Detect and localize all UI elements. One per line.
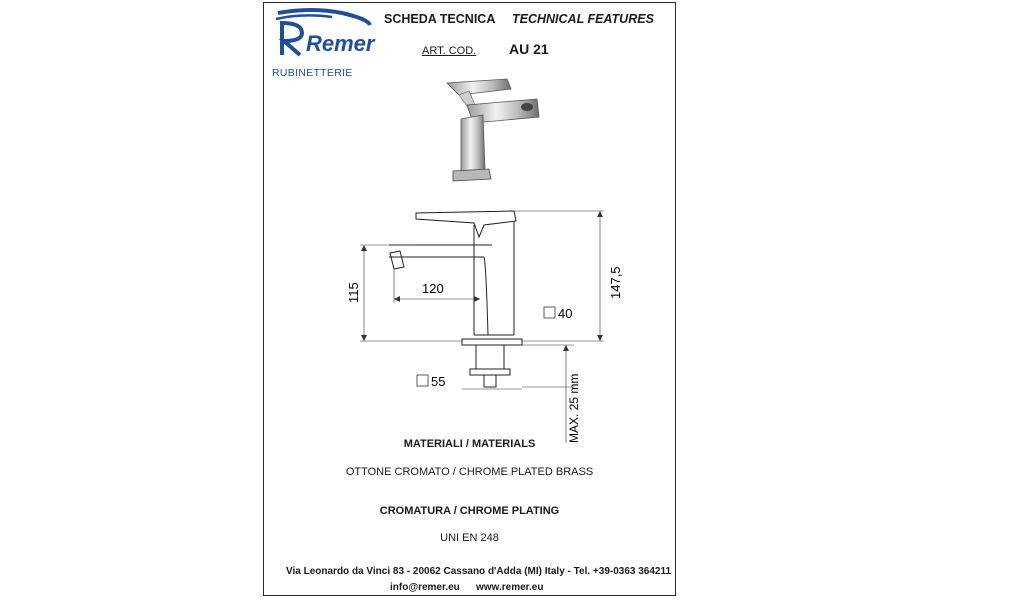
dim-40: 40 <box>558 306 573 321</box>
dim-147: 147,5 <box>608 266 623 299</box>
logo-brand: Remer <box>306 31 375 56</box>
art-code-label: ART. COD. <box>422 45 477 57</box>
faucet-product-image <box>439 75 549 185</box>
drawing-shank <box>470 345 510 375</box>
materials-heading: MATERIALI / MATERIALS <box>403 438 536 450</box>
art-code-value: AU 21 <box>509 41 549 57</box>
dim-55: 55 <box>431 374 446 389</box>
remer-logo-icon <box>272 9 382 61</box>
plating-value: UNI EN 248 <box>440 532 499 544</box>
dim-115: 115 <box>346 282 361 303</box>
dim-max: MAX. 25 mm <box>567 373 581 443</box>
drawing-base <box>462 339 522 345</box>
square-icon <box>544 307 555 318</box>
drawing-thread <box>484 375 496 387</box>
title-it: SCHEDA TECNICA <box>384 12 496 26</box>
title-en: TECHNICAL FEATURES <box>512 12 654 26</box>
plating-heading: CROMATURA / CHROME PLATING <box>379 505 560 517</box>
technical-drawing <box>346 203 624 448</box>
footer-website[interactable]: www.remer.eu <box>476 582 544 593</box>
drawing-handle <box>416 211 516 237</box>
logo-subtitle: RUBINETTERIE <box>272 67 353 79</box>
square-icon <box>417 375 428 386</box>
technical-sheet <box>263 2 676 596</box>
footer-address: Via Leonardo da Vinci 83 - 20062 Cassano d'Adda (MI) Italy - Tel. +39-0363 364211 <box>286 566 672 577</box>
materials-value: OTTONE CROMATO / CHROME PLATED BRASS <box>345 466 594 478</box>
footer-email[interactable]: info@remer.eu <box>390 582 460 593</box>
dim-120: 120 <box>422 281 444 296</box>
drawing-body <box>474 221 514 335</box>
drawing-nozzle <box>390 251 404 269</box>
